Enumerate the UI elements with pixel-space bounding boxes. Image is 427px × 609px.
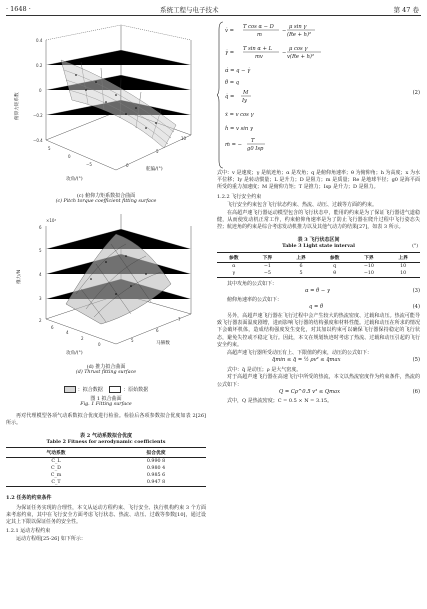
table-row: C_m 0.985 6	[50, 473, 166, 479]
heat-constraint-paragraph: 对于高超声速飞行器在高速飞行中所受的热流，本文以热流密度作为约束条件，热流的公式如下：	[217, 374, 420, 388]
c-y-axis-label: 舵偏/(°)	[146, 167, 163, 172]
svg-text:5: 5	[48, 146, 51, 151]
equation-number-3: (3)	[412, 287, 420, 294]
svg-text:−0.4: −0.4	[33, 138, 43, 143]
svg-text:m: m	[257, 32, 262, 38]
table-row: C_T 0.947 8	[6, 479, 206, 487]
state-paragraph: 在高超声速飞行器运动模型包含的飞行状态中，能用的约束是为了保证飞行器进气道稳健，从而使发动机正常工作，约束俯仰角速率是为了防止飞行器在爬升过程中飞行姿态失控；航迹角的约束是综合考虑发动机推力以及其他气动力的结果[27]，如表 3 所示。	[217, 210, 420, 231]
svg-text:−: −	[282, 50, 287, 56]
svg-text:q̇ =: q̇ =	[225, 94, 235, 100]
heat-flux-paragraph: 另外，高超声速飞行器在飞行过程中会产生较大的热流密度、过载和动压。热流可能导致飞行器表面温度剧增，进而影响飞行器的结构强度和材料性能。过载和动压在所求的情况下会破坏机体，造成结构强度发生变化，对其加以约束可以确保飞行器保持稳定的飞行状态，避免失控或不稳定飞行。因此，本文在规划轨迹时考虑了热流、过载和动压引起的飞行安全约束。	[217, 313, 420, 348]
c-z-axis-label: 俯仰力矩系数	[15, 92, 20, 120]
table-2	[6, 432, 206, 487]
safety-paragraph: 飞行安全约束包含飞行状态约束、热流、动压、过载等方面的约束。	[227, 201, 378, 208]
equation-5	[217, 357, 420, 367]
table-3-title-en: Table 3 Light state interval	[282, 242, 355, 249]
density-paragraph: 式中：q̄ 是动压；ρ 是大气密度。	[227, 367, 302, 374]
equation-6	[217, 389, 420, 398]
figure-d-caption-en: (d) Thrust fitting surface	[75, 370, 137, 375]
table-2-title-en: Table 2 Fitness for aerodynamic coefficients	[46, 439, 166, 446]
figure-c-caption-cn: (c) 俯仰力矩系数拟合曲面	[76, 193, 136, 199]
svg-text:6: 6	[156, 328, 159, 333]
figure-legend	[6, 386, 206, 393]
svg-text:4: 4	[66, 330, 69, 335]
pitch-rate-paragraph: 俯仰角速率的公式如下：	[227, 296, 283, 303]
figure-title-cn: 图 1 拟合曲面	[90, 396, 122, 402]
variables-paragraph: 式中：v 是速度；γ 是航迹角；α 是攻角；q 是俯仰角速率；θ 为俯仰角；h 为高度；x 为水平位移；Iy 是转动惯量；L 是升力；D 是阻力；m 是质量；Re 是地球半径；g0 是海平面所受的重力加速度；M 是俯仰力矩；T 是推力；Isp 是升力；D 是阻力。	[217, 170, 420, 191]
svg-text:10: 10	[181, 136, 187, 141]
svg-text:ẋ = v cos γ: ẋ = v cos γ	[225, 112, 254, 118]
equation-system-graphic	[217, 20, 387, 170]
svg-text:Iy: Iy	[242, 98, 247, 104]
figure-d	[6, 214, 206, 384]
svg-text:4: 4	[39, 272, 42, 277]
header-rule	[6, 15, 421, 16]
svg-text:v(Re + h)²: v(Re + h)²	[287, 54, 315, 60]
table-row: α −1 6 q −10 10	[232, 263, 407, 269]
legend-raw-label: ：原始数据	[123, 387, 149, 393]
legend-fit-swatch	[64, 386, 76, 393]
table-3-header: 参数	[329, 254, 340, 261]
d-z-axis-label: 推力/N	[17, 269, 22, 284]
table-3-title-cn: 表 3 飞行状态区间	[297, 236, 340, 243]
table-2-title-cn: 表 2 气动系数拟合优度	[80, 433, 132, 440]
svg-text:0: 0	[39, 88, 42, 93]
svg-text:ṁ = −: ṁ = −	[225, 142, 242, 148]
svg-text:0.4: 0.4	[36, 38, 43, 43]
equation-6-body: Q = Cρ^0.5 v³ ≤ Qmax	[279, 388, 341, 395]
left-paragraph: 再对代理模型各项气动系数拟合优度进行检验。检验后各项参数拟合优度如表 2[26] 所示。	[6, 413, 206, 427]
table-row: C_L 0.990 8	[51, 459, 166, 465]
equation-3	[217, 288, 420, 297]
page-number: · 1648 ·	[6, 5, 31, 13]
subsection-heading: 1.2.1 运动方程约束	[6, 528, 51, 535]
figure-c-caption-en: (c) Pitch torque coefficient fitting surface	[55, 199, 157, 204]
svg-text:(Re + h)²: (Re + h)²	[287, 32, 312, 38]
svg-text:T sin α + L: T sin α + L	[243, 46, 273, 52]
section-heading: 1.2 任务的约束条件	[6, 495, 52, 502]
equation-5-body: q̄min ≤ q̄ = ½ ρv² ≤ q̄max	[272, 357, 341, 364]
d-exponent: ×10⁴	[46, 218, 57, 223]
svg-text:γ̇ =: γ̇ =	[225, 50, 235, 56]
journal-title: 系统工程与电子技术	[160, 6, 219, 14]
d-y-axis-label: 马赫数	[156, 341, 170, 346]
svg-text:T: T	[251, 138, 255, 144]
svg-text:2: 2	[81, 336, 84, 341]
figure-c	[6, 20, 206, 210]
table-3	[217, 236, 420, 278]
svg-text:5: 5	[39, 248, 42, 253]
table-3-header: 上界	[398, 254, 408, 261]
svg-text:μ sin γ: μ sin γ	[289, 24, 307, 30]
svg-text:ḣ = v sin γ: ḣ = v sin γ	[225, 126, 253, 132]
svg-text:θ̇ = q: θ̇ = q	[225, 80, 240, 86]
svg-text:0: 0	[68, 154, 71, 159]
right-column	[217, 20, 420, 405]
svg-text:−0.2: −0.2	[33, 113, 43, 118]
dynamic-pressure-paragraph: 高超声速飞行器所受动压有上、下限值的约束，动压的公式如下：	[227, 350, 373, 357]
d-x-axis-label: 攻角/(°)	[66, 351, 83, 356]
table-2-header: 气动系数	[46, 450, 66, 457]
table-2-grid	[6, 447, 206, 487]
svg-text:5: 5	[156, 149, 159, 154]
pitch-torque-surface-plot	[6, 20, 206, 190]
svg-text:0: 0	[126, 163, 129, 168]
svg-text:−5: −5	[86, 162, 92, 167]
equation-number-4: (4)	[412, 304, 420, 311]
table-row: γ −5 5 θ −10 10	[217, 270, 420, 278]
table-3-grid	[217, 252, 420, 278]
table-3-header: 参数	[229, 254, 239, 261]
svg-text:M: M	[243, 90, 249, 96]
svg-text:T cos α − D: T cos α − D	[243, 24, 274, 30]
svg-text:g0 Isp: g0 Isp	[247, 146, 264, 152]
table-row: C_D 0.980 4	[51, 466, 166, 472]
figure-d-caption-cn: (d) 推力拟合曲面	[86, 364, 126, 370]
svg-text:5: 5	[131, 338, 134, 343]
svg-text:6: 6	[39, 225, 42, 230]
subsection-122-heading: 1.2.2 飞行安全约束	[217, 193, 262, 200]
attack-angle-paragraph: 其中攻角的公式如下：	[227, 280, 278, 287]
equation-3-body: α = θ − γ	[305, 287, 331, 294]
svg-text:0.2: 0.2	[36, 63, 43, 68]
figure-title-en: Fig. 1 Fitting surface	[80, 402, 132, 407]
table-3-unit: (°)	[412, 243, 418, 249]
table-3-header: 上界	[296, 254, 306, 261]
c-x-axis-label: 攻角/(°)	[66, 177, 83, 182]
section-paragraph-2: 运动方程组[25-26] 如下所示：	[16, 536, 86, 543]
equation-4-body: q = θ̇	[309, 304, 324, 311]
svg-text:α̇ = q − γ̇: α̇ = q − γ̇	[225, 68, 251, 74]
svg-text:v̇ =: v̇ =	[225, 28, 234, 34]
table-2-header: 拟合优度	[146, 450, 166, 457]
equation-4	[217, 304, 420, 313]
left-column	[6, 20, 206, 544]
equation-number-5: (5)	[412, 357, 420, 364]
table-3-header: 下界	[262, 254, 273, 261]
section-paragraph-1: 为保证任务实现的合理性，本文从运动方程约束、飞行安全、执行机构约束 3 个方面来考虑约束，其中在飞行安全方面考虑飞行状态、热流、动压、过载等参数[10]，通过设定其上下限以保证任务的安全性。	[6, 504, 206, 526]
thrust-surface-plot	[6, 214, 206, 359]
svg-text:0: 0	[98, 342, 101, 347]
equation-number-6: (6)	[412, 388, 420, 395]
equation-system-2	[217, 20, 420, 170]
svg-text:6: 6	[51, 325, 54, 330]
svg-text:2: 2	[39, 318, 42, 323]
svg-text:−: −	[282, 28, 287, 34]
svg-text:3: 3	[39, 296, 42, 301]
svg-text:mv: mv	[255, 54, 263, 60]
legend-fit-label: ：拟合数据	[77, 387, 103, 393]
volume-label: 第 47 卷	[393, 6, 419, 14]
constant-paragraph: 式中，Q 是热流密度；C = 0.5 × N = 3.15。	[227, 397, 333, 404]
equation-number-2: (2)	[412, 90, 420, 96]
table-3-header: 下界	[364, 254, 374, 261]
legend-raw-swatch	[109, 386, 121, 393]
svg-text:7: 7	[178, 317, 181, 322]
svg-text:μ cos γ: μ cos γ	[289, 46, 308, 52]
